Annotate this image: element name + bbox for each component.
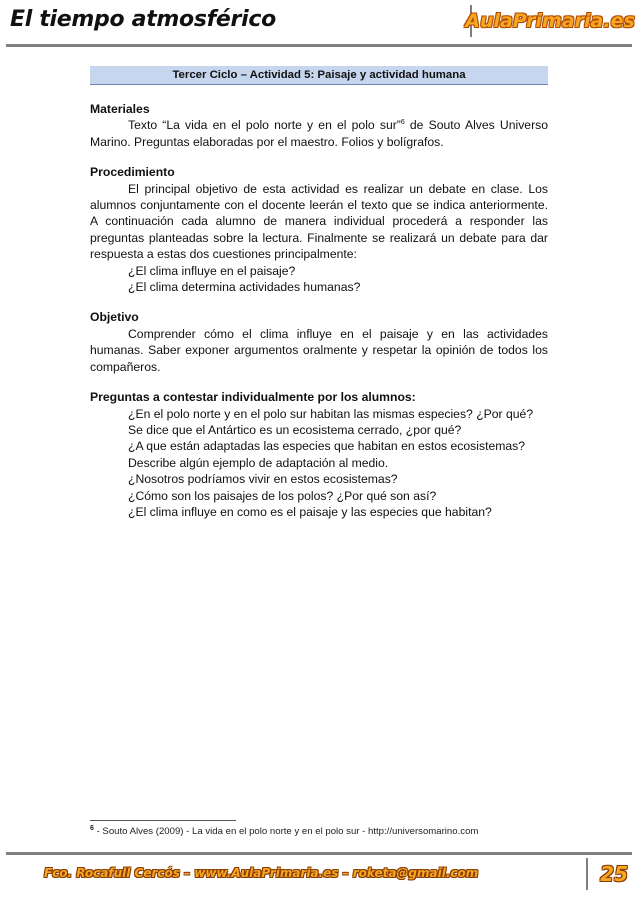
procedimiento-paragraph: El principal objetivo de esta actividad es realizar un debate en clase. Los alumnos conjuntamente con el docente leerán el texto que se indica anteriormente. A continuación cada alumno de manera individual procederá a responder las preguntas planteadas sobre la lectura. Finalmente se realizará un debate para dar respuesta a estas dos cuestiones principalmente: bbox=[90, 181, 548, 262]
procedimiento-heading: Procedimiento bbox=[90, 165, 175, 180]
materiales-section bbox=[90, 101, 548, 150]
question-item: Describe algún ejemplo de adaptación al medio. bbox=[128, 455, 389, 470]
question-item: ¿En el polo norte y en el polo sur habitan las mismas especies? ¿Por qué? bbox=[128, 406, 534, 421]
preguntas-heading: Preguntas a contestar individualmente por los alumnos: bbox=[90, 390, 416, 405]
materiales-heading: Materiales bbox=[90, 102, 150, 116]
footnote-text: - Souto Alves (2009) - La vida en el polo norte y en el polo sur - http://universomarino.com bbox=[93, 826, 479, 837]
question-item: ¿El clima influye en como es el paisaje y las especies que habitan? bbox=[128, 504, 492, 519]
objetivo-heading: Objetivo bbox=[90, 310, 139, 325]
brand-logo bbox=[465, 5, 635, 37]
question-item: ¿Nosotros podríamos vivir en estos ecosistemas? bbox=[128, 472, 398, 487]
brand-logo-text: AulaPrimaria.es bbox=[465, 10, 635, 32]
procedimiento-section bbox=[90, 164, 548, 295]
debate-question: ¿El clima influye en el paisaje? bbox=[128, 263, 296, 278]
activity-banner: Tercer Ciclo – Actividad 5: Paisaje y actividad humana bbox=[90, 66, 548, 85]
preguntas-section bbox=[90, 389, 548, 520]
page-header bbox=[0, 0, 638, 48]
footnote-mark: 6 bbox=[90, 824, 94, 832]
footer-credits: Fco. Rocafull Cercós – www.AulaPrimaria.es – roketa@gmail.com bbox=[44, 866, 479, 880]
footer-divider bbox=[6, 852, 632, 855]
materiales-text-cont: de Souto Alves Universo Marino. Preguntas elaboradas por el maestro. Folios y bolígrafos. bbox=[90, 118, 548, 149]
materiales-paragraph bbox=[90, 117, 548, 150]
objetivo-paragraph: Comprender cómo el clima influye en el paisaje y en las actividades humanas. Saber exponer argumentos oralmente y respetar la opinión de todos los compañeros. bbox=[90, 326, 548, 374]
footnote-divider bbox=[90, 820, 236, 821]
debate-question: ¿El clima determina actividades humanas? bbox=[128, 280, 361, 295]
page-body bbox=[90, 66, 548, 534]
footnote bbox=[90, 826, 478, 837]
question-item: ¿Cómo son los paisajes de los polos? ¿Por qué son así? bbox=[128, 488, 437, 503]
page-number-box bbox=[586, 858, 628, 890]
page-number: 25 bbox=[600, 862, 628, 886]
document-title: El tiempo atmosférico bbox=[10, 7, 276, 32]
materiales-text: Texto “La vida en el polo norte y en el polo sur” bbox=[128, 118, 401, 133]
question-item: Se dice que el Antártico es un ecosistema cerrado, ¿por qué? bbox=[128, 422, 462, 437]
objetivo-section bbox=[90, 309, 548, 375]
footnote-reference: 6 bbox=[400, 119, 405, 127]
question-item: ¿A que están adaptadas las especies que habitan en estos ecosistemas? bbox=[128, 439, 526, 454]
header-divider bbox=[6, 44, 632, 47]
